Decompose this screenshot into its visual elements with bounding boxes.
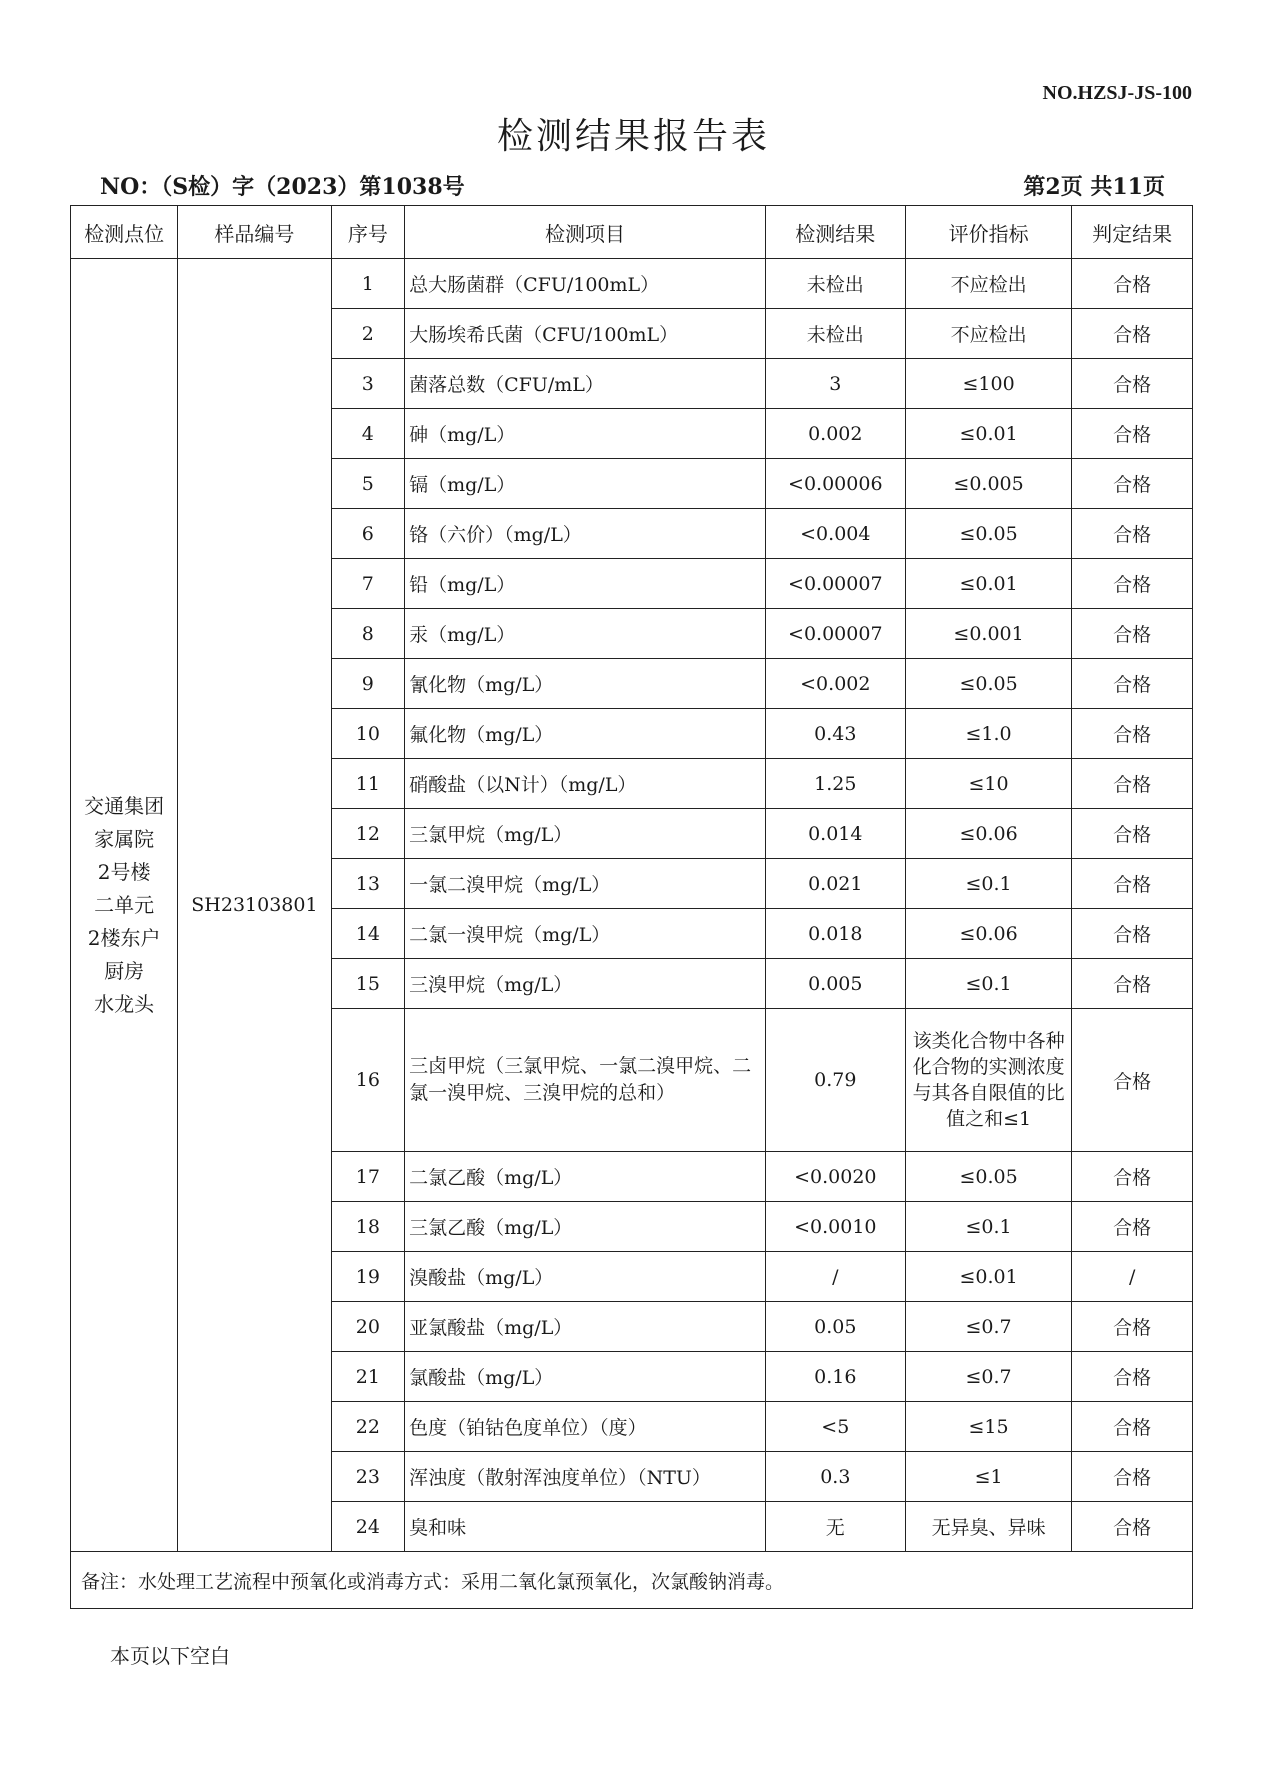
test-item: 镉（mg/L） — [405, 459, 766, 509]
test-result: <5 — [765, 1402, 905, 1452]
verdict: 合格 — [1072, 1202, 1193, 1252]
verdict: / — [1072, 1252, 1193, 1302]
test-result: 0.018 — [765, 909, 905, 959]
row-number: 16 — [331, 1009, 405, 1152]
evaluation-standard: 不应检出 — [905, 259, 1072, 309]
column-header: 检测结果 — [765, 206, 905, 259]
row-number: 13 — [331, 859, 405, 909]
sample-id: SH23103801 — [178, 259, 331, 1552]
verdict: 合格 — [1072, 1302, 1193, 1352]
column-header: 评价指标 — [905, 206, 1072, 259]
row-number: 6 — [331, 509, 405, 559]
test-result: <0.002 — [765, 659, 905, 709]
column-header: 样品编号 — [178, 206, 331, 259]
evaluation-standard: ≤10 — [905, 759, 1072, 809]
test-item: 氯酸盐（mg/L） — [405, 1352, 766, 1402]
table-header-row — [71, 206, 1193, 259]
evaluation-standard: ≤1 — [905, 1452, 1072, 1502]
column-header: 检测点位 — [71, 206, 178, 259]
verdict: 合格 — [1072, 559, 1193, 609]
row-number: 5 — [331, 459, 405, 509]
test-result: <0.0020 — [765, 1152, 905, 1202]
test-result: 0.43 — [765, 709, 905, 759]
test-result: 0.014 — [765, 809, 905, 859]
row-number: 9 — [331, 659, 405, 709]
evaluation-standard: ≤0.06 — [905, 809, 1072, 859]
row-number: 10 — [331, 709, 405, 759]
test-result: 无 — [765, 1502, 905, 1552]
evaluation-standard: ≤0.001 — [905, 609, 1072, 659]
test-item: 三溴甲烷（mg/L） — [405, 959, 766, 1009]
verdict: 合格 — [1072, 759, 1193, 809]
evaluation-standard: ≤0.05 — [905, 659, 1072, 709]
location-line: 2号楼 — [97, 859, 151, 884]
verdict: 合格 — [1072, 1402, 1193, 1452]
test-item: 溴酸盐（mg/L） — [405, 1252, 766, 1302]
verdict: 合格 — [1072, 509, 1193, 559]
test-result: 0.3 — [765, 1452, 905, 1502]
test-result: 未检出 — [765, 309, 905, 359]
test-item: 砷（mg/L） — [405, 409, 766, 459]
row-number: 8 — [331, 609, 405, 659]
evaluation-standard: ≤0.01 — [905, 559, 1072, 609]
row-number: 23 — [331, 1452, 405, 1502]
verdict: 合格 — [1072, 709, 1193, 759]
test-item: 浑浊度（散射浑浊度单位）（NTU） — [405, 1452, 766, 1502]
row-number: 3 — [331, 359, 405, 409]
location-line: 水龙头 — [94, 991, 155, 1016]
verdict: 合格 — [1072, 859, 1193, 909]
evaluation-standard: 不应检出 — [905, 309, 1072, 359]
verdict: 合格 — [1072, 459, 1193, 509]
test-result: 0.002 — [765, 409, 905, 459]
test-item: 氟化物（mg/L） — [405, 709, 766, 759]
row-number: 1 — [331, 259, 405, 309]
test-result: / — [765, 1252, 905, 1302]
verdict: 合格 — [1072, 1452, 1193, 1502]
results-table — [70, 205, 1193, 1609]
column-header: 检测项目 — [405, 206, 766, 259]
page-info: 第2页 共11页 — [1023, 174, 1165, 200]
evaluation-standard: ≤15 — [905, 1402, 1072, 1452]
verdict: 合格 — [1072, 909, 1193, 959]
test-item: 二氯乙酸（mg/L） — [405, 1152, 766, 1202]
evaluation-standard: ≤0.7 — [905, 1302, 1072, 1352]
test-result: 0.79 — [765, 1009, 905, 1152]
test-item: 臭和味 — [405, 1502, 766, 1552]
evaluation-standard: ≤0.05 — [905, 1152, 1072, 1202]
evaluation-standard: ≤0.1 — [905, 959, 1072, 1009]
location-line: 家属院 — [94, 826, 155, 851]
test-item: 菌落总数（CFU/mL） — [405, 359, 766, 409]
test-item: 硝酸盐（以N计）（mg/L） — [405, 759, 766, 809]
test-item: 色度（铂钴色度单位）（度） — [405, 1402, 766, 1452]
test-item: 二氯一溴甲烷（mg/L） — [405, 909, 766, 959]
row-number: 15 — [331, 959, 405, 1009]
row-number: 21 — [331, 1352, 405, 1402]
test-result: <0.00007 — [765, 609, 905, 659]
verdict: 合格 — [1072, 1009, 1193, 1152]
test-item: 一氯二溴甲烷（mg/L） — [405, 859, 766, 909]
test-result: 3 — [765, 359, 905, 409]
location-line: 交通集团 — [84, 793, 165, 818]
test-item: 总大肠菌群（CFU/100mL） — [405, 259, 766, 309]
remark: 备注：水处理工艺流程中预氧化或消毒方式：采用二氧化氯预氧化，次氯酸钠消毒。 — [71, 1552, 1193, 1609]
test-item: 三氯甲烷（mg/L） — [405, 809, 766, 859]
row-number: 19 — [331, 1252, 405, 1302]
evaluation-standard: 该类化合物中各种化合物的实测浓度与其各自限值的比值之和≤1 — [905, 1009, 1072, 1152]
row-number: 14 — [331, 909, 405, 959]
test-result: 0.16 — [765, 1352, 905, 1402]
test-item: 亚氯酸盐（mg/L） — [405, 1302, 766, 1352]
test-result: 0.021 — [765, 859, 905, 909]
evaluation-standard: ≤0.01 — [905, 409, 1072, 459]
column-header: 序号 — [331, 206, 405, 259]
report-meta — [100, 170, 1165, 201]
evaluation-standard: ≤0.06 — [905, 909, 1072, 959]
row-number: 11 — [331, 759, 405, 809]
row-number: 4 — [331, 409, 405, 459]
verdict: 合格 — [1072, 1502, 1193, 1552]
row-number: 12 — [331, 809, 405, 859]
row-number: 2 — [331, 309, 405, 359]
verdict: 合格 — [1072, 659, 1193, 709]
blank-page-note: 本页以下空白 — [110, 1644, 230, 1668]
table-row — [71, 259, 1193, 309]
row-number: 18 — [331, 1202, 405, 1252]
remark-row — [71, 1552, 1193, 1609]
evaluation-standard: ≤100 — [905, 359, 1072, 409]
test-result: 0.05 — [765, 1302, 905, 1352]
test-item: 大肠埃希氏菌（CFU/100mL） — [405, 309, 766, 359]
row-number: 7 — [331, 559, 405, 609]
evaluation-standard: ≤0.1 — [905, 1202, 1072, 1252]
location-line: 厨房 — [104, 958, 145, 983]
verdict: 合格 — [1072, 309, 1193, 359]
evaluation-standard: ≤0.1 — [905, 859, 1072, 909]
column-header: 判定结果 — [1072, 206, 1193, 259]
row-number: 24 — [331, 1502, 405, 1552]
verdict: 合格 — [1072, 959, 1193, 1009]
test-item: 三卤甲烷（三氯甲烷、一氯二溴甲烷、二氯一溴甲烷、三溴甲烷的总和） — [405, 1009, 766, 1152]
verdict: 合格 — [1072, 609, 1193, 659]
test-result: 未检出 — [765, 259, 905, 309]
page-title: 检测结果报告表 — [496, 116, 770, 157]
location-line: 二单元 — [94, 892, 155, 917]
row-number: 22 — [331, 1402, 405, 1452]
row-number: 17 — [331, 1152, 405, 1202]
evaluation-standard: 无异臭、异味 — [905, 1502, 1072, 1552]
test-item: 汞（mg/L） — [405, 609, 766, 659]
verdict: 合格 — [1072, 1352, 1193, 1402]
evaluation-standard: ≤0.01 — [905, 1252, 1072, 1302]
test-result: 0.005 — [765, 959, 905, 1009]
test-result: <0.004 — [765, 509, 905, 559]
verdict: 合格 — [1072, 809, 1193, 859]
sampling-location — [71, 259, 178, 1552]
test-item: 氰化物（mg/L） — [405, 659, 766, 709]
test-result: <0.00006 — [765, 459, 905, 509]
verdict: 合格 — [1072, 359, 1193, 409]
test-item: 铅（mg/L） — [405, 559, 766, 609]
verdict: 合格 — [1072, 259, 1193, 309]
evaluation-standard: ≤1.0 — [905, 709, 1072, 759]
test-result: <0.0010 — [765, 1202, 905, 1252]
evaluation-standard: ≤0.7 — [905, 1352, 1072, 1402]
test-item: 铬（六价）（mg/L） — [405, 509, 766, 559]
verdict: 合格 — [1072, 1152, 1193, 1202]
report-number: NO：（S检）字（2023）第1038号 — [100, 174, 465, 200]
verdict: 合格 — [1072, 409, 1193, 459]
row-number: 20 — [331, 1302, 405, 1352]
location-line: 2楼东户 — [87, 925, 161, 950]
evaluation-standard: ≤0.05 — [905, 509, 1072, 559]
test-result: <0.00007 — [765, 559, 905, 609]
test-result: 1.25 — [765, 759, 905, 809]
evaluation-standard: ≤0.005 — [905, 459, 1072, 509]
test-item: 三氯乙酸（mg/L） — [405, 1202, 766, 1252]
form-number: NO.HZSJ-JS-100 — [1042, 82, 1192, 104]
